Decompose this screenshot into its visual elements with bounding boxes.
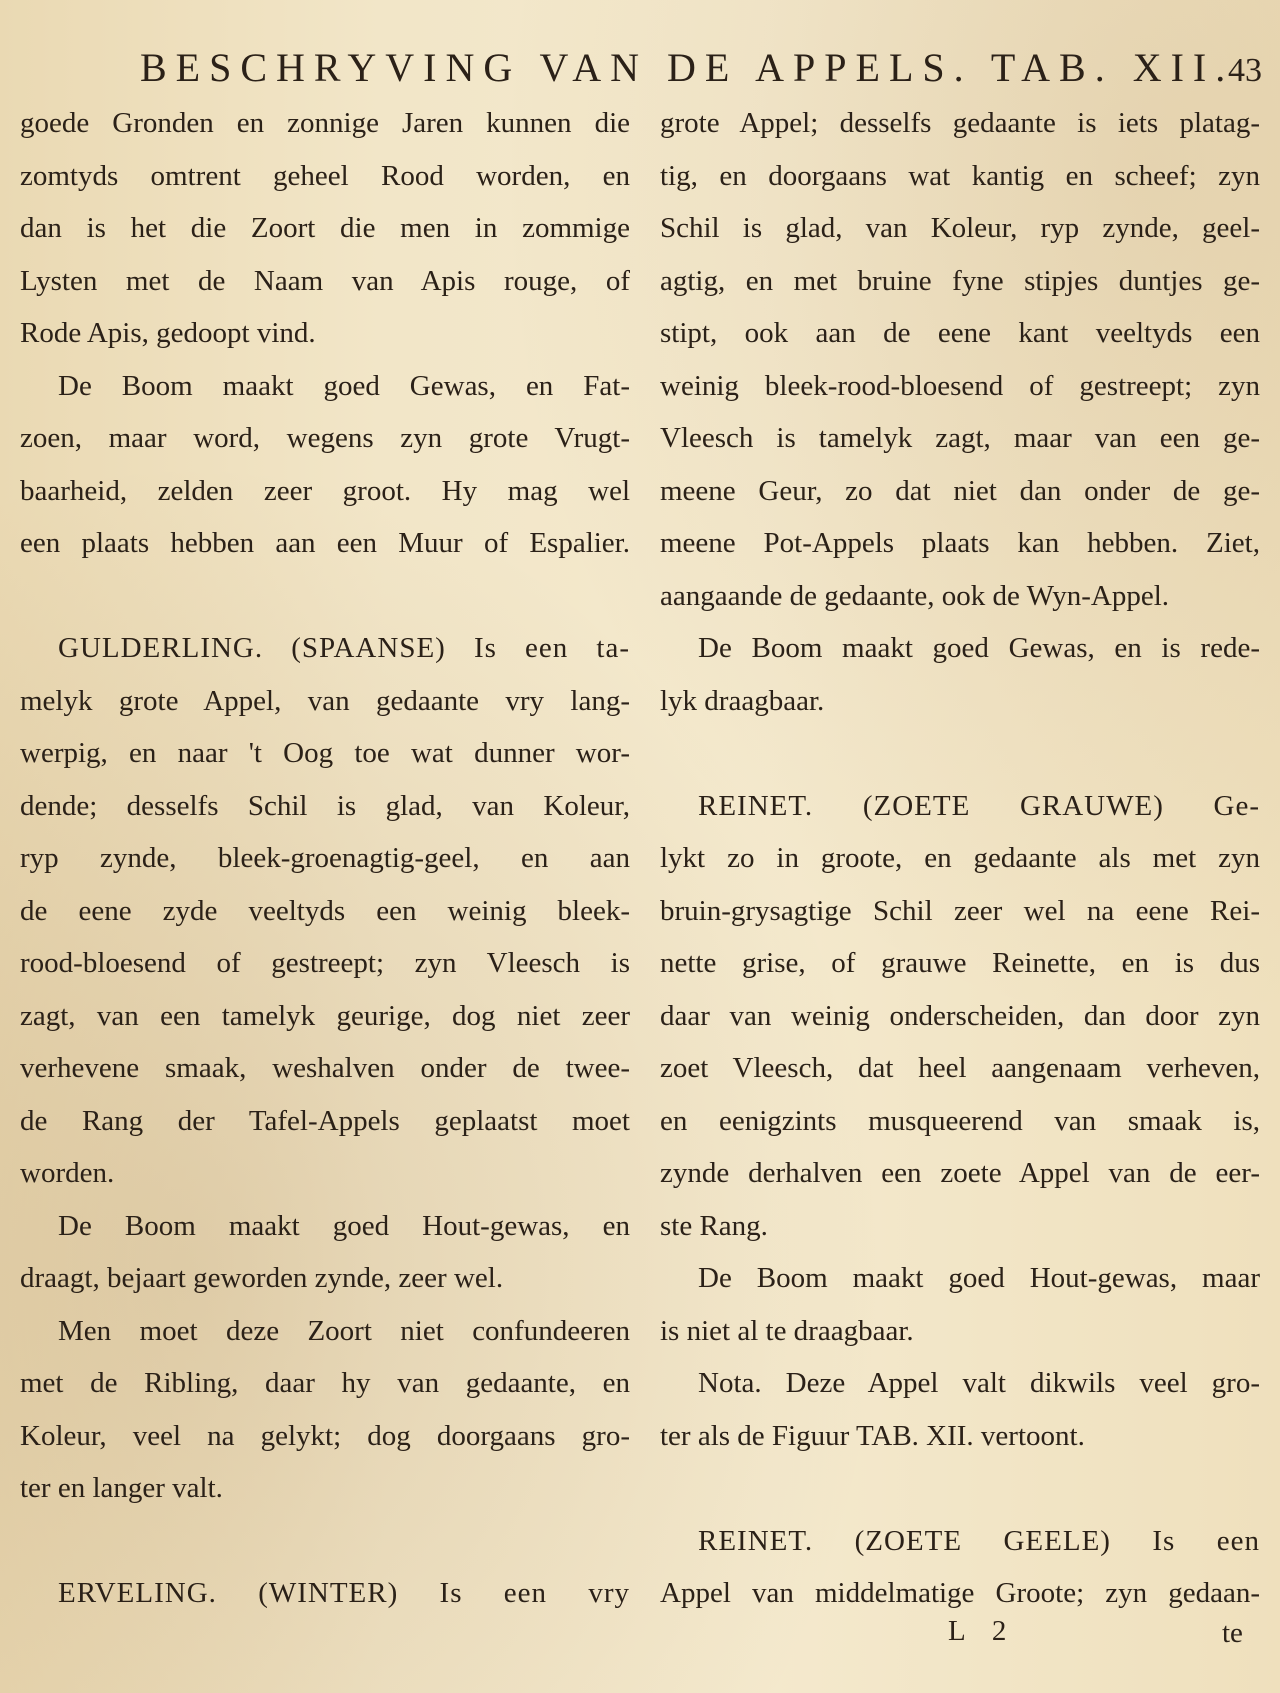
- text-line: is niet al te draagbaar.: [660, 1314, 914, 1347]
- text-line: een plaats hebben aan een Muur of Espalier.: [20, 527, 630, 559]
- text-line: daar van weinig onderscheiden, dan door zyn: [660, 999, 1260, 1032]
- entry-heading-line: REINET. (ZOETE GRAUWE) Ge-: [698, 789, 1260, 822]
- text-line: zoen, maar word, wegens zyn grote Vrugt-: [20, 422, 630, 454]
- entry-heading-line: ERVELING. (WINTER) Is een vry: [58, 1577, 630, 1609]
- text-line: Appel van middelmatige Groote; zyn gedaan-: [660, 1577, 1260, 1609]
- text-line: weinig bleek-rood-bloesend of gestreept; zyn: [660, 369, 1260, 402]
- section-gap: [20, 1515, 630, 1568]
- text-line: melyk grote Appel, van gedaante vry lang-: [20, 684, 630, 717]
- section-gap: [660, 727, 1260, 780]
- text-line: lyk draagbaar.: [660, 684, 825, 717]
- text-line: bruin-grysagtige Schil zeer wel na eene Rei-: [660, 894, 1260, 927]
- text-line: Nota. Deze Appel valt dikwils veel gro-: [698, 1367, 1260, 1399]
- text-line: nette grise, of grauwe Reinette, en is dus: [660, 947, 1260, 979]
- page-number: 43: [1228, 52, 1262, 89]
- text-line: Schil is glad, van Koleur, ryp zynde, geel-: [660, 212, 1260, 244]
- text-line: werpig, en naar 't Oog toe wat dunner wor-: [20, 737, 630, 769]
- text-line: Koleur, veel na gelykt; dog doorgaans gro-: [20, 1419, 630, 1452]
- section-gap: [660, 1462, 1260, 1515]
- catchword: te: [1222, 1617, 1243, 1649]
- text-line: rood-bloesend of gestreept; zyn Vleesch is: [20, 947, 630, 979]
- text-line: draagt, bejaart geworden zynde, zeer wel.: [20, 1262, 504, 1294]
- text-line: met de Ribling, daar hy van gedaante, en: [20, 1367, 630, 1399]
- text-line: dan is het die Zoort die men in zommige: [20, 212, 630, 244]
- text-line: en eenigzints musqueerend van smaak is,: [660, 1104, 1260, 1137]
- right-text-column: [660, 97, 1260, 1620]
- text-line: De Boom maakt goed Gewas, en Fat-: [58, 369, 630, 402]
- text-line: verhevene smaak, weshalven onder de twee-: [20, 1052, 630, 1084]
- text-line: ste Rang.: [660, 1209, 768, 1242]
- text-line: meene Pot-Appels plaats kan hebben. Ziet,: [660, 527, 1260, 559]
- section-gap: [20, 570, 630, 623]
- running-head: [0, 38, 1280, 98]
- text-line: aangaande de gedaante, ook de Wyn-Appel.: [660, 579, 1170, 612]
- text-line: De Boom maakt goed Hout-gewas, maar: [698, 1262, 1260, 1294]
- text-line: zagt, van een tamelyk geurige, dog niet zeer: [20, 999, 630, 1032]
- text-line: De Boom maakt goed Gewas, en is rede-: [698, 632, 1260, 664]
- text-line: zynde derhalven een zoete Appel van de eer-: [660, 1157, 1260, 1189]
- text-line: Vleesch is tamelyk zagt, maar van een ge-: [660, 422, 1260, 454]
- text-line: de Rang der Tafel-Appels geplaatst moet: [20, 1104, 630, 1137]
- text-line: Lysten met de Naam van Apis rouge, of: [20, 264, 630, 297]
- text-line: De Boom maakt goed Hout-gewas, en: [58, 1209, 630, 1242]
- entry-heading-line: REINET. (ZOETE GEELE) Is een: [698, 1524, 1260, 1557]
- text-line: dende; desselfs Schil is glad, van Koleur,: [20, 789, 630, 822]
- text-line: agtig, en met bruine fyne stipjes duntjes ge-: [660, 264, 1260, 297]
- text-line: zoet Vleesch, dat heel aangenaam verheven,: [660, 1052, 1260, 1084]
- text-line: meene Geur, zo dat niet dan onder de ge-: [660, 474, 1260, 507]
- text-line: Men moet deze Zoort niet confundeeren: [58, 1314, 630, 1347]
- text-line: grote Appel; desselfs gedaante is iets platag-: [660, 107, 1260, 139]
- page-title: BESCHRYVING VAN DE APPELS. TAB. XII.: [140, 45, 1235, 90]
- entry-heading-line: GULDERLING. (SPAANSE) Is een ta-: [58, 632, 630, 664]
- text-line: ter als de Figuur TAB. XII. vertoont.: [660, 1419, 1085, 1452]
- text-line: ryp zynde, bleek-groenagtig-geel, en aan: [20, 842, 630, 874]
- text-line: lykt zo in groote, en gedaante als met zyn: [660, 842, 1260, 874]
- text-line: ter en langer valt.: [20, 1472, 223, 1504]
- text-line: de eene zyde veeltyds een weinig bleek-: [20, 894, 630, 927]
- text-line: stipt, ook aan de eene kant veeltyds een: [660, 317, 1260, 349]
- text-line: baarheid, zelden zeer groot. Hy mag wel: [20, 474, 630, 507]
- text-line: goede Gronden en zonnige Jaren kunnen die: [20, 107, 630, 139]
- text-line: worden.: [20, 1157, 115, 1189]
- signature-mark: L 2: [948, 1615, 1017, 1647]
- text-line: tig, en doorgaans wat kantig en scheef; zyn: [660, 159, 1260, 192]
- left-text-column: [20, 97, 630, 1620]
- text-line: Rode Apis, gedoopt vind.: [20, 317, 316, 349]
- text-line: zomtyds omtrent geheel Rood worden, en: [20, 159, 630, 192]
